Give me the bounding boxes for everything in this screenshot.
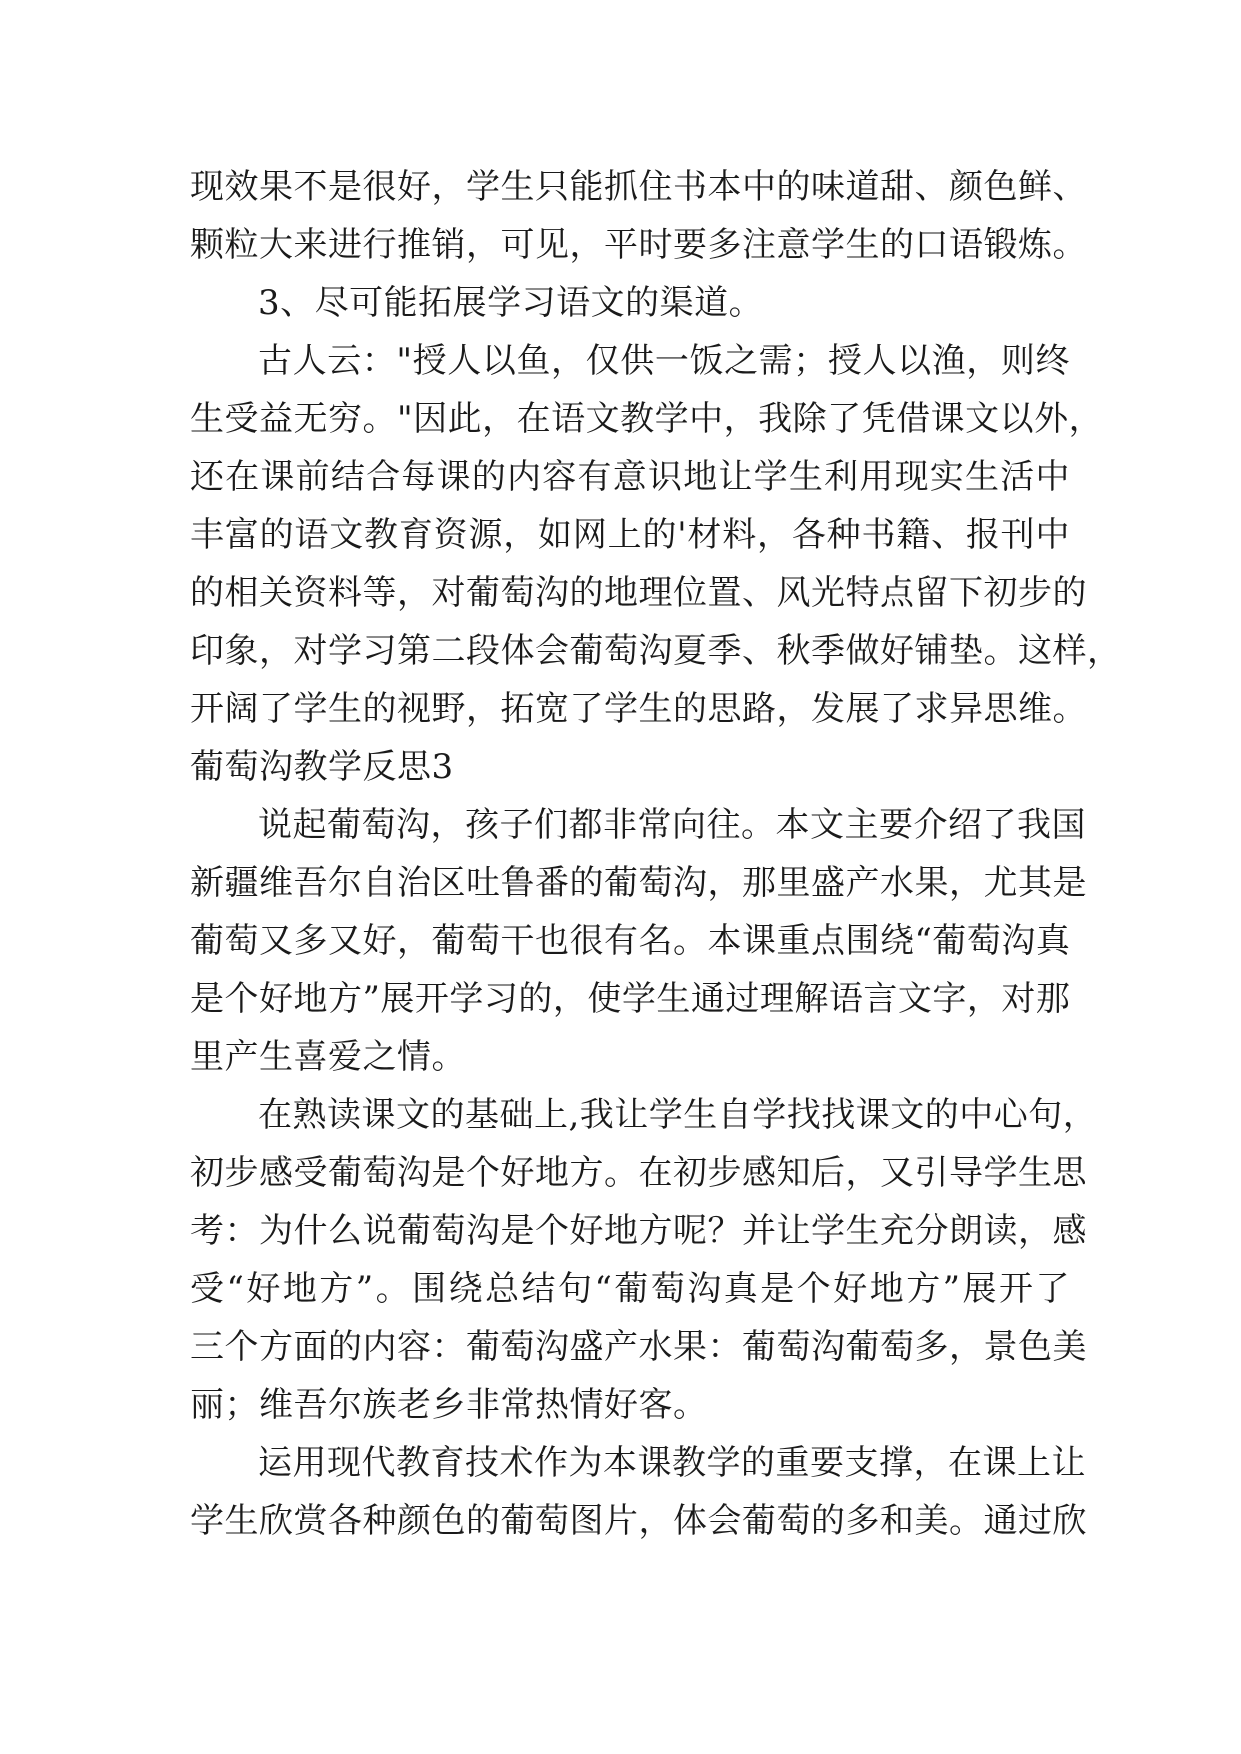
paragraph-first-line: 说起葡萄沟，孩子们都非常向往。本文主要介绍了我国 [258, 805, 1086, 845]
text-line: 的相关资料等，对葡萄沟的地理位置、风光特点留下初步的 [190, 573, 1087, 613]
text-line: 生受益无穷。"因此，在语文教学中，我除了凭借课文以外， [190, 399, 1104, 439]
text-line: 葡萄又多又好，葡萄干也很有名。本课重点围绕“葡萄沟真 [190, 921, 1071, 961]
text-line: 颗粒大来进行推销，可见，平时要多注意学生的口语锻炼。 [190, 225, 1087, 265]
text-line: 还在课前结合每课的内容有意识地让学生利用现实生活中 [190, 457, 1070, 497]
text-line: 丰富的语文教育资源，如网上的'材料，各种书籍、报刊中 [190, 515, 1070, 555]
text-line: 现效果不是很好，学生只能抓住书本中的味道甜、颜色鲜、 [190, 167, 1087, 207]
section-title: 葡萄沟教学反思3 [190, 747, 454, 787]
text-line: 三个方面的内容：葡萄沟盛产水果：葡萄沟葡萄多，景色美 [190, 1327, 1087, 1367]
text-line: 里产生喜爱之情。 [190, 1037, 466, 1077]
text-line: 新疆维吾尔自治区吐鲁番的葡萄沟，那里盛产水果，尤其是 [190, 863, 1087, 903]
list-item-heading: 3、尽可能拓展学习语文的渠道。 [258, 283, 764, 323]
text-line: 丽；维吾尔族老乡非常热情好客。 [190, 1385, 708, 1425]
text-line: 印象，对学习第二段体会葡萄沟夏季、秋季做好铺垫。这样， [190, 631, 1122, 671]
text-line: 考：为什么说葡萄沟是个好地方呢？并让学生充分朗读，感 [190, 1211, 1087, 1251]
text-line: 开阔了学生的视野，拓宽了学生的思路，发展了求异思维。 [190, 689, 1087, 729]
text-line: 受“好地方”。围绕总结句“葡萄沟真是个好地方”展开了 [190, 1269, 1070, 1309]
paragraph-first-line: 在熟读课文的基础上,我让学生自学找找课文的中心句， [258, 1095, 1098, 1135]
text-line: 初步感受葡萄沟是个好地方。在初步感知后，又引导学生思 [190, 1153, 1087, 1193]
text-line: 学生欣赏各种颜色的葡萄图片，体会葡萄的多和美。通过欣 [190, 1501, 1087, 1541]
text-line: 是个好地方”展开学习的，使学生通过理解语言文字，对那 [190, 979, 1071, 1019]
paragraph-first-line: 运用现代教育技术作为本课教学的重要支撑，在课上让 [258, 1443, 1086, 1483]
paragraph-first-line: 古人云："授人以鱼，仅供一饭之需；授人以渔，则终 [258, 341, 1070, 381]
